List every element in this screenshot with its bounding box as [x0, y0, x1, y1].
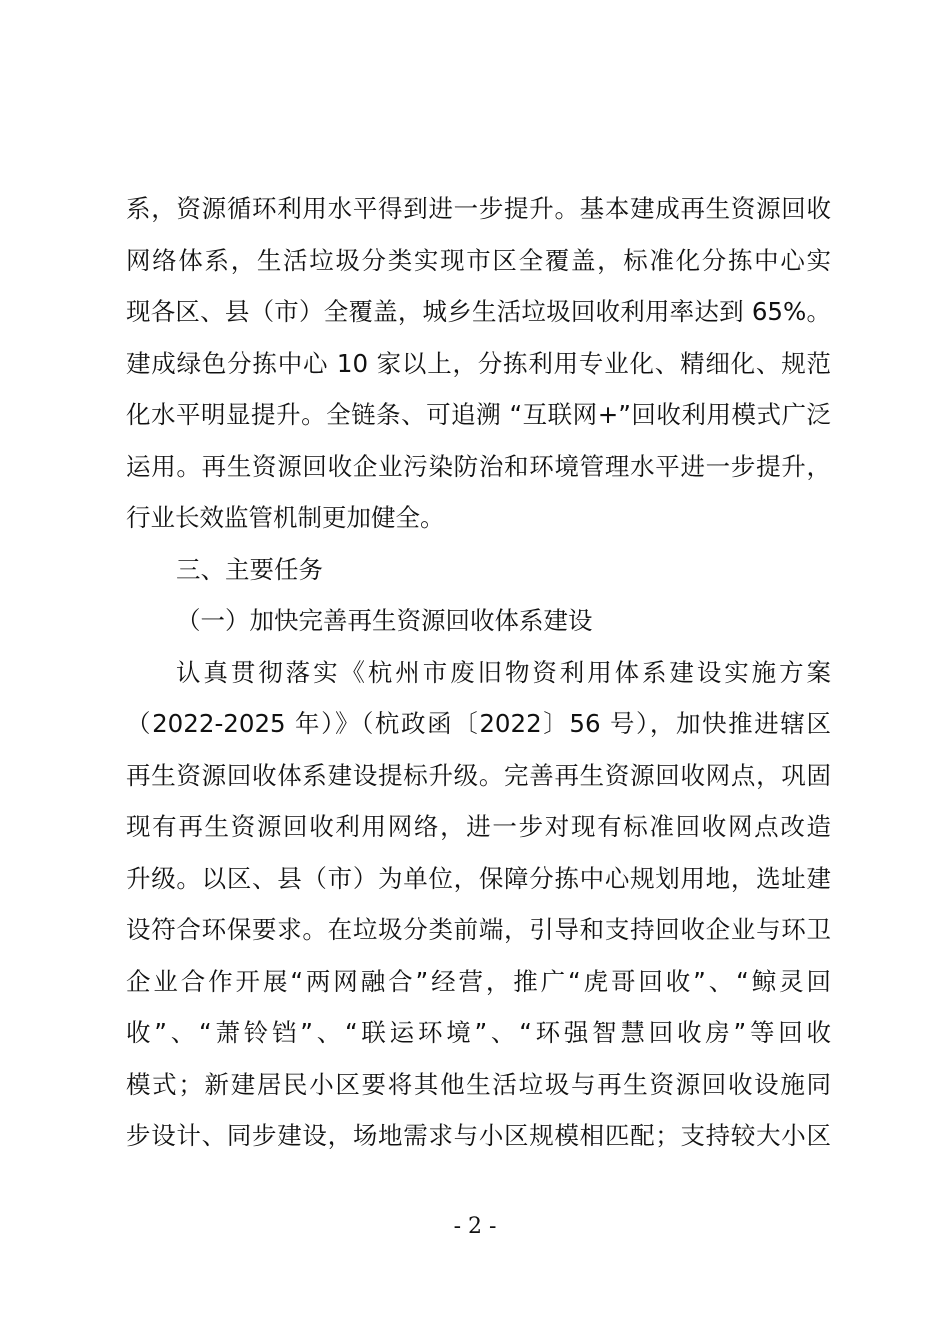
text-line: 收”、“萧铃铛”、“联运环境”、“环强智慧回收房”等回收: [126, 1018, 831, 1047]
document-body: [126, 183, 831, 1162]
text-line: 行业长效监管机制更加健全。: [126, 503, 445, 532]
text-line: 网络体系，生活垃圾分类实现市区全覆盖，标准化分拣中心实: [126, 245, 831, 275]
section-heading: 三、主要任务: [176, 554, 323, 584]
text-line: 企业合作开展“两网融合”经营，推广“虎哥回收”、“鲸灵回: [126, 966, 831, 996]
text-line: 认真贯彻落实《杭州市废旧物资利用体系建设实施方案: [176, 657, 831, 687]
text-line: 化水平明显提升。全链条、可追溯 “互联网+”回收利用模式广泛: [126, 400, 831, 429]
text-line: 运用。再生资源回收企业污染防治和环境管理水平进一步提升，: [126, 451, 831, 481]
page-number: - 2 -: [453, 1214, 497, 1239]
text-line: （2022-2025 年）》（杭政函〔2022〕56 号），加快推进辖区: [126, 709, 831, 738]
text-line: 建成绿色分拣中心 10 家以上，分拣利用专业化、精细化、规范: [126, 348, 831, 378]
text-line: 系，资源循环利用水平得到进一步提升。基本建成再生资源回收: [126, 194, 831, 223]
text-line: 步设计、同步建设，场地需求与小区规模相匹配；支持较大小区: [126, 1121, 831, 1150]
text-line: 设符合环保要求。在垃圾分类前端，引导和支持回收企业与环卫: [126, 915, 831, 944]
text-line: 模式；新建居民小区要将其他生活垃圾与再生资源回收设施同: [126, 1069, 831, 1099]
text-line: 现各区、县（市）全覆盖，城乡生活垃圾回收利用率达到 65%。: [126, 297, 831, 326]
subsection-heading: （一）加快完善再生资源回收体系建设: [176, 606, 593, 635]
text-line: 升级。以区、县（市）为单位，保障分拣中心规划用地，选址建: [126, 863, 831, 893]
text-line: 再生资源回收体系建设提标升级。完善再生资源回收网点，巩固: [126, 760, 831, 790]
text-line: 现有再生资源回收利用网络，进一步对现有标准回收网点改造: [126, 812, 831, 841]
